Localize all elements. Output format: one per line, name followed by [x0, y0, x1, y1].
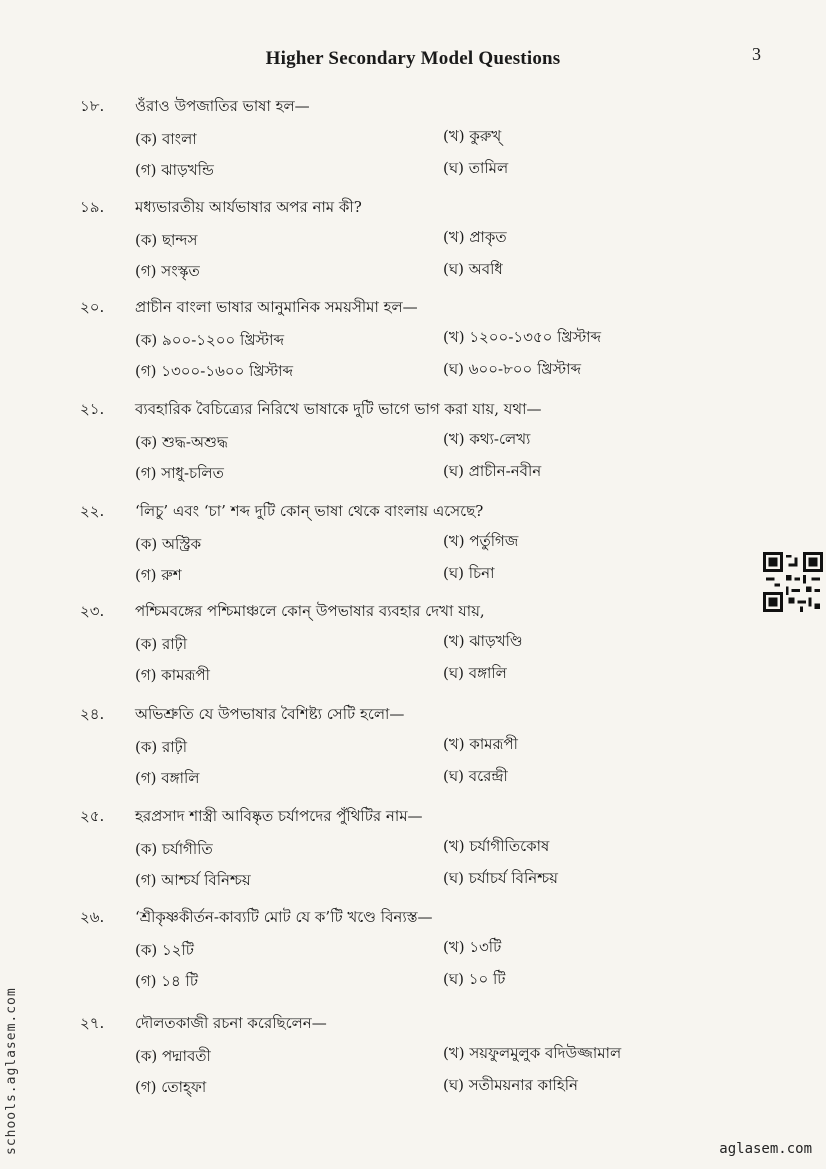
option-ga: (গ) রুশ — [135, 566, 182, 584]
option-ga: (গ) কামরূপী — [135, 666, 210, 684]
question-text: অভিশ্রুতি যে উপভাষার বৈশিষ্ট্য সেটি হলো— — [135, 705, 405, 723]
option-ga: (গ) আশ্চর্য বিনিশ্চয় — [135, 871, 251, 889]
question-number: ২১. — [80, 400, 105, 418]
question-text: মধ্যভারতীয় আর্যভাষার অপর নাম কী? — [135, 198, 362, 216]
option-ka: (ক) ১২টি — [135, 941, 194, 959]
question-26 — [0, 906, 826, 1016]
question-text: ‘লিচু’ এবং ‘চা’ শব্দ দুটি কোন্ ভাষা থেকে বাংলায় এসেছে? — [135, 502, 484, 520]
question-25 — [0, 805, 826, 915]
question-number: ২৩. — [80, 602, 105, 620]
question-text: প্রাচীন বাংলা ভাষার আনুমানিক সময়সীমা হল— — [135, 298, 418, 316]
question-text: ওঁরাও উপজাতির ভাষা হল— — [135, 97, 310, 115]
option-gha: (ঘ) বঙ্গালি — [443, 664, 507, 682]
page-header-title: Higher Secondary Model Questions — [265, 48, 561, 69]
option-gha: (ঘ) সতীময়নার কাহিনি — [443, 1076, 578, 1094]
question-text: হরপ্রসাদ শাস্ত্রী আবিষ্কৃত চর্যাপদের পুঁথিটির নাম— — [135, 807, 423, 825]
option-kha: (খ) ১২০০-১৩৫০ খ্রিস্টাব্দ — [443, 328, 602, 346]
option-gha: (ঘ) চর্যাচর্য বিনিশ্চয় — [443, 869, 558, 887]
option-gha: (ঘ) ১০ টি — [443, 970, 506, 988]
option-ka: (ক) রাঢ়ী — [135, 635, 188, 653]
question-text: ‘শ্রীকৃষ্ণকীর্তন-কাব্যটি মোট যে ক’টি খণ্ডে বিন্যস্ত— — [135, 908, 433, 926]
option-ka: (ক) রাঢ়ী — [135, 738, 188, 756]
question-text: ব্যবহারিক বৈচিত্র্যের নিরিখে ভাষাকে দুটি ভাগে ভাগ করা যায়, যথা— — [135, 400, 542, 418]
option-ka: (ক) শুদ্ধ-অশুদ্ধ — [135, 433, 228, 451]
option-ka: (ক) ৯০০-১২০০ খ্রিস্টাব্দ — [135, 331, 284, 349]
option-ka: (ক) বাংলা — [135, 130, 197, 148]
question-number: ২৭. — [80, 1014, 105, 1032]
option-ga: (গ) সাধু-চলিত — [135, 464, 224, 482]
option-gha: (ঘ) প্রাচীন-নবীন — [443, 462, 542, 480]
question-21 — [0, 398, 826, 508]
question-number: ২৪. — [80, 705, 105, 723]
option-ga: (গ) সংস্কৃত — [135, 262, 200, 280]
option-ga: (গ) ঝাড়খন্ডি — [135, 161, 214, 179]
question-number: ২৫. — [80, 807, 105, 825]
option-kha: (খ) কথ্য-লেখ্য — [443, 430, 531, 448]
option-ka: (ক) ছান্দস — [135, 231, 198, 249]
option-kha: (খ) ঝাড়খণ্ডি — [443, 632, 523, 650]
side-watermark: schools.aglasem.com — [4, 987, 19, 1155]
option-gha: (ঘ) বরেন্দ্রী — [443, 767, 508, 785]
question-18 — [0, 95, 826, 205]
option-gha: (ঘ) তামিল — [443, 159, 509, 177]
question-24 — [0, 703, 826, 813]
question-number: ১৮. — [80, 97, 105, 115]
option-ga: (গ) বঙ্গালি — [135, 769, 200, 787]
question-text: পশ্চিমবঙ্গের পশ্চিমাঞ্চলে কোন্ উপভাষার ব্যবহার দেখা যায়, — [135, 602, 485, 620]
question-number: ২০. — [80, 298, 105, 316]
question-20 — [0, 296, 826, 406]
bottom-watermark: aglasem.com — [719, 1141, 812, 1157]
question-23 — [0, 600, 826, 710]
question-19 — [0, 196, 826, 306]
option-ka: (ক) অস্ট্রিক — [135, 535, 202, 553]
question-number: ২২. — [80, 502, 105, 520]
question-text: দৌলতকাজী রচনা করেছিলেন— — [135, 1014, 327, 1032]
option-kha: (খ) পর্তুগিজ — [443, 532, 519, 550]
page-number: 3 — [752, 44, 761, 64]
option-ka: (ক) পদ্মাবতী — [135, 1047, 211, 1065]
question-22 — [0, 500, 826, 610]
option-ga: (গ) ১৪ টি — [135, 972, 199, 990]
option-kha: (খ) ১৩টি — [443, 938, 502, 956]
option-kha: (খ) কুরুখ্ — [443, 127, 502, 145]
option-ga: (গ) তোহ্ফা — [135, 1078, 207, 1096]
option-gha: (ঘ) ৬০০-৮০০ খ্রিস্টাব্দ — [443, 360, 582, 378]
option-kha: (খ) সয়ফুলমুলুক বদিউজ্জামাল — [443, 1044, 622, 1062]
option-kha: (খ) প্রাকৃত — [443, 228, 507, 246]
question-27 — [0, 1012, 826, 1122]
option-gha: (ঘ) চিনা — [443, 564, 495, 582]
qr-code-icon[interactable] — [763, 552, 823, 612]
option-kha: (খ) কামরূপী — [443, 735, 518, 753]
question-number: ২৬. — [80, 908, 105, 926]
question-number: ১৯. — [80, 198, 105, 216]
option-ga: (গ) ১৩০০-১৬০০ খ্রিস্টাব্দ — [135, 362, 294, 380]
option-ka: (ক) চর্যাগীতি — [135, 840, 213, 858]
option-kha: (খ) চর্যাগীতিকোষ — [443, 837, 550, 855]
option-gha: (ঘ) অবধি — [443, 260, 503, 278]
